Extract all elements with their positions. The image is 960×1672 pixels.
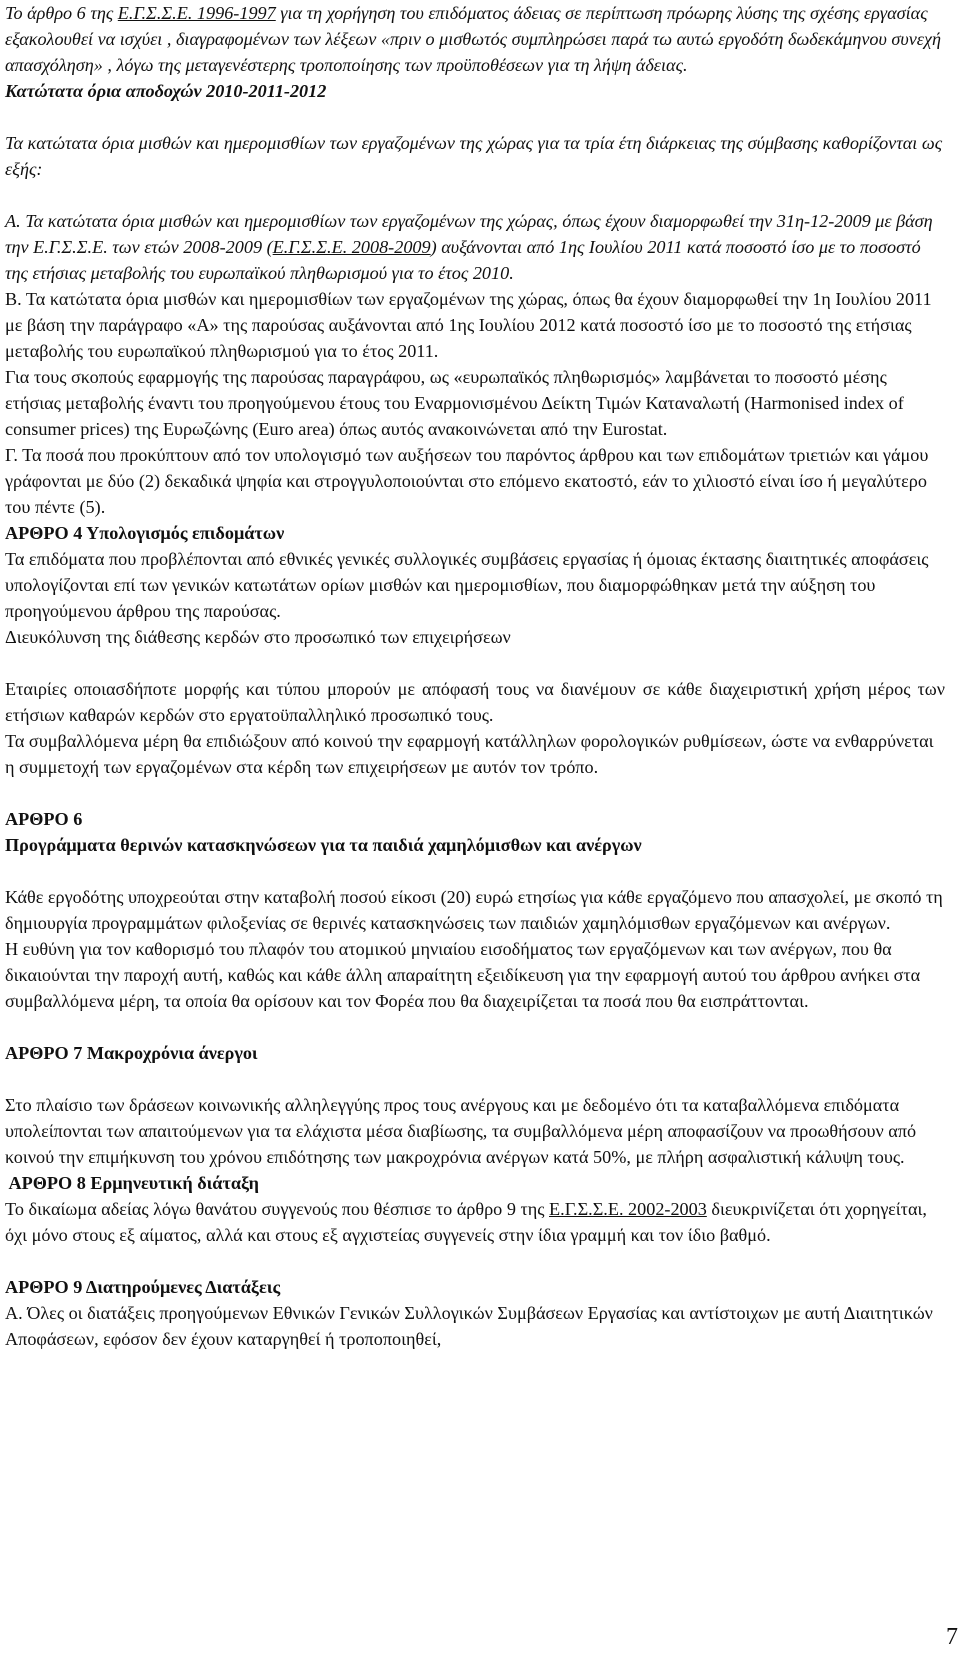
profit-sharing-paragraph-2: Τα συμβαλλόμενα μέρη θα επιδιώξουν από κοινού την εφαρμογή κατάλληλων φορολογικών ρυθμίσεων, ώστε να ενθαρρύνεται η συμμετοχή των εργαζομένων στα κέρδη των επιχειρήσεων με αυτόν τον τρόπο.	[5, 731, 934, 777]
intro-text-end: για τη χορήγηση του επιδόματος άδειας σε περίπτωση πρόωρης λύσης της σχέσης εργασίας εξακολουθεί να ισχύει , διαγραφομένων των λέξεων «πριν ο μισθωτός συμπληρώσει παρά τω αυτώ εργοδότη δωδεκάμηνου συνεχή απασχόληση» , λόγω της μεταγενέστερης τροποποίησης των προϋποθέσεων για τη λήψη άδειας.	[5, 3, 941, 75]
intro-paragraph	[5, 0, 945, 78]
article-8-heading: ΑΡΘΡΟ 8 Ερμηνευτική διάταξη	[5, 1173, 260, 1193]
minima-heading: Κατώτατα όρια αποδοχών 2010-2011-2012	[5, 81, 327, 101]
profit-sharing-paragraph-1: Εταιρίες οποιασδήποτε μορφής και τύπου μπορούν με απόφασή τους να διανέμουν σε κάθε διαχειριστική χρήση μέρος των ετήσιων καθαρών κερδών στο εργατοϋπαλληλικό προσωπικό τους.	[5, 679, 945, 725]
article-6-heading: ΑΡΘΡΟ 6	[5, 809, 83, 829]
article-6-subtitle: Προγράμματα θερινών κατασκηνώσεων για τα παιδιά χαμηλόμισθων και ανέργων	[5, 835, 642, 855]
egsse-2008-2009-link[interactable]: Ε.Γ.Σ.Σ.Ε. 2008-2009	[272, 237, 431, 257]
article-8-text-end: διευκρινίζεται ότι χορηγείται, όχι μόνο στους εξ αίματος, αλλά και στους εξ αγχιστείας συγγενείς στην ίδια γραμμή και τον ίδιο βαθμό.	[5, 1199, 927, 1245]
page-number: 7	[946, 1624, 958, 1650]
intro-text-start: Το άρθρο 6 της	[5, 3, 118, 23]
article-6-paragraph-2: Η ευθύνη για τον καθορισμό του πλαφόν του ατομικού μηνιαίου εισοδήματος των εργαζόμενων και των ανέργων, που θα δικαιούνται την παροχή αυτή, καθώς και κάθε άλλη απαραίτητη εξειδίκευση για την εφαρμογή αυτού του άρθρου ανήκει στα συμβαλλόμενα μέρη, τα οποία θα ορίσουν και τον Φορέα που θα διαχειρίζεται τα ποσά που θα εισπράττονται.	[5, 939, 921, 1011]
inflation-definition: Για τους σκοπούς εφαρμογής της παρούσας παραγράφου, ως «ευρωπαϊκός πληθωρισμός» λαμβάνεται το ποσοστό μέσης ετήσιας μεταβολής έναντι του προηγούμενου έτους του Εναρμονισμένου Δείκτη Τιμών Καταναλωτή (Harmonised index of consumer prices) της Ευρωζώνης (Euro area) όπως αυτός ανακοινώνεται από την Eurostat.	[5, 367, 904, 439]
egsse-2002-2003-link[interactable]: Ε.Γ.Σ.Σ.Ε. 2002-2003	[549, 1199, 707, 1219]
article-7-heading: ΑΡΘΡΟ 7 Μακροχρόνια άνεργοι	[5, 1043, 258, 1063]
article-7-body: Στο πλαίσιο των δράσεων κοινωνικής αλληλεγγύης προς τους ανέργους και με δεδομένο ότι τα καταβαλλόμενα επιδόματα υπολείπονται των απαιτούμενων για τα ελάχιστα μέσα διαβίωσης, τα συμβαλλόμενα μέρη αποφασίζουν να προωθήσουν από κοινού την επιμήκυνση του χρόνου επιδότησης των μακροχρόνια ανέργων κατά 50%, με πλήρη ασφαλιστική κάλυψη τους.	[5, 1095, 917, 1167]
minima-a-text-end: ) αυξάνονται από 1ης Ιουλίου 2011 κατά ποσοστό ίσο με το ποσοστό της ετήσιας μεταβολής του ευρωπαϊκού πληθωρισμού για το έτος 2010.	[5, 237, 921, 283]
article-8-body	[5, 1196, 945, 1248]
article-6-paragraph-1: Κάθε εργοδότης υποχρεούται στην καταβολή ποσού είκοσι (20) ευρώ ετησίως για κάθε εργαζόμενο που απασχολεί, με σκοπό τη δημιουργία προγραμμάτων φιλοξενίας σε θερινές κατασκηνώσεις των παιδιών χαμηλόμισθων εργαζόμενων και ανέργων.	[5, 887, 943, 933]
minima-lead: Τα κατώτατα όρια μισθών και ημερομισθίων των εργαζομένων της χώρας για τα τρία έτη διάρκειας της σύμβασης καθορίζονται ως εξής:	[5, 133, 943, 179]
article-9-heading: ΑΡΘΡΟ 9 Διατηρούμενες Διατάξεις	[5, 1277, 281, 1297]
article-4-body: Τα επιδόματα που προβλέπονται από εθνικές γενικές συλλογικές συμβάσεις εργασίας ή όμοιας έκτασης διαιτητικές αποφάσεις υπολογίζονται επί των γενικών κατωτάτων ορίων μισθών και ημερομισθίων, που διαμορφώθηκαν μετά την αύξηση του προηγούμενου άρθρου της παρούσας.	[5, 549, 929, 621]
minima-paragraph-b: Β. Τα κατώτατα όρια μισθών και ημερομισθίων των εργαζομένων της χώρας, όπως θα έχουν διαμορφωθεί την 1η Ιουλίου 2011 με βάση την παράγραφο «Α» της παρούσας αυξάνονται από 1ης Ιουλίου 2012 κατά ποσοστό ίσο με το ποσοστό της ετήσιας μεταβολής του ευρωπαϊκού πληθωρισμού για το έτος 2011.	[5, 289, 932, 361]
document-page	[5, 0, 945, 1352]
minima-paragraph-c: Γ. Τα ποσά που προκύπτουν από τον υπολογισμό των αυξήσεων του παρόντος άρθρου και των επιδομάτων τριετιών και γάμου γράφονται με δύο (2) δεκαδικά ψηφία και στρογγυλοποιούνται στο επόμενο εκατοστό, εάν το χιλιοστό είναι ίσο ή μεγαλύτερο του πέντε (5).	[5, 445, 929, 517]
egsse-1996-1997-link[interactable]: Ε.Γ.Σ.Σ.Ε. 1996-1997	[117, 3, 276, 23]
minima-paragraph-a	[5, 208, 945, 286]
article-9-body: Α. Όλες οι διατάξεις προηγούμενων Εθνικών Γενικών Συλλογικών Συμβάσεων Εργασίας και αντίστοιχων με αυτή Διαιτητικών Αποφάσεων, εφόσον δεν έχουν καταργηθεί ή τροποποιηθεί,	[5, 1303, 933, 1349]
article-8-text-start: Το δικαίωμα αδείας λόγω θανάτου συγγενούς που θέσπισε το άρθρο 9 της	[5, 1199, 550, 1219]
minima-a-text-start: Α. Τα κατώτατα όρια μισθών και ημερομισθίων των εργαζομένων της χώρας, όπως έχουν διαμορφωθεί την 31η-12-2009 με βάση την Ε.Γ.Σ.Σ.Ε. των ετών 2008-2009 (	[5, 211, 933, 257]
article-4-heading: ΑΡΘΡΟ 4 Υπολογισμός επιδομάτων	[5, 523, 285, 543]
profit-sharing-heading: Διευκόλυνση της διάθεσης κερδών στο προσωπικό των επιχειρήσεων	[5, 627, 511, 647]
